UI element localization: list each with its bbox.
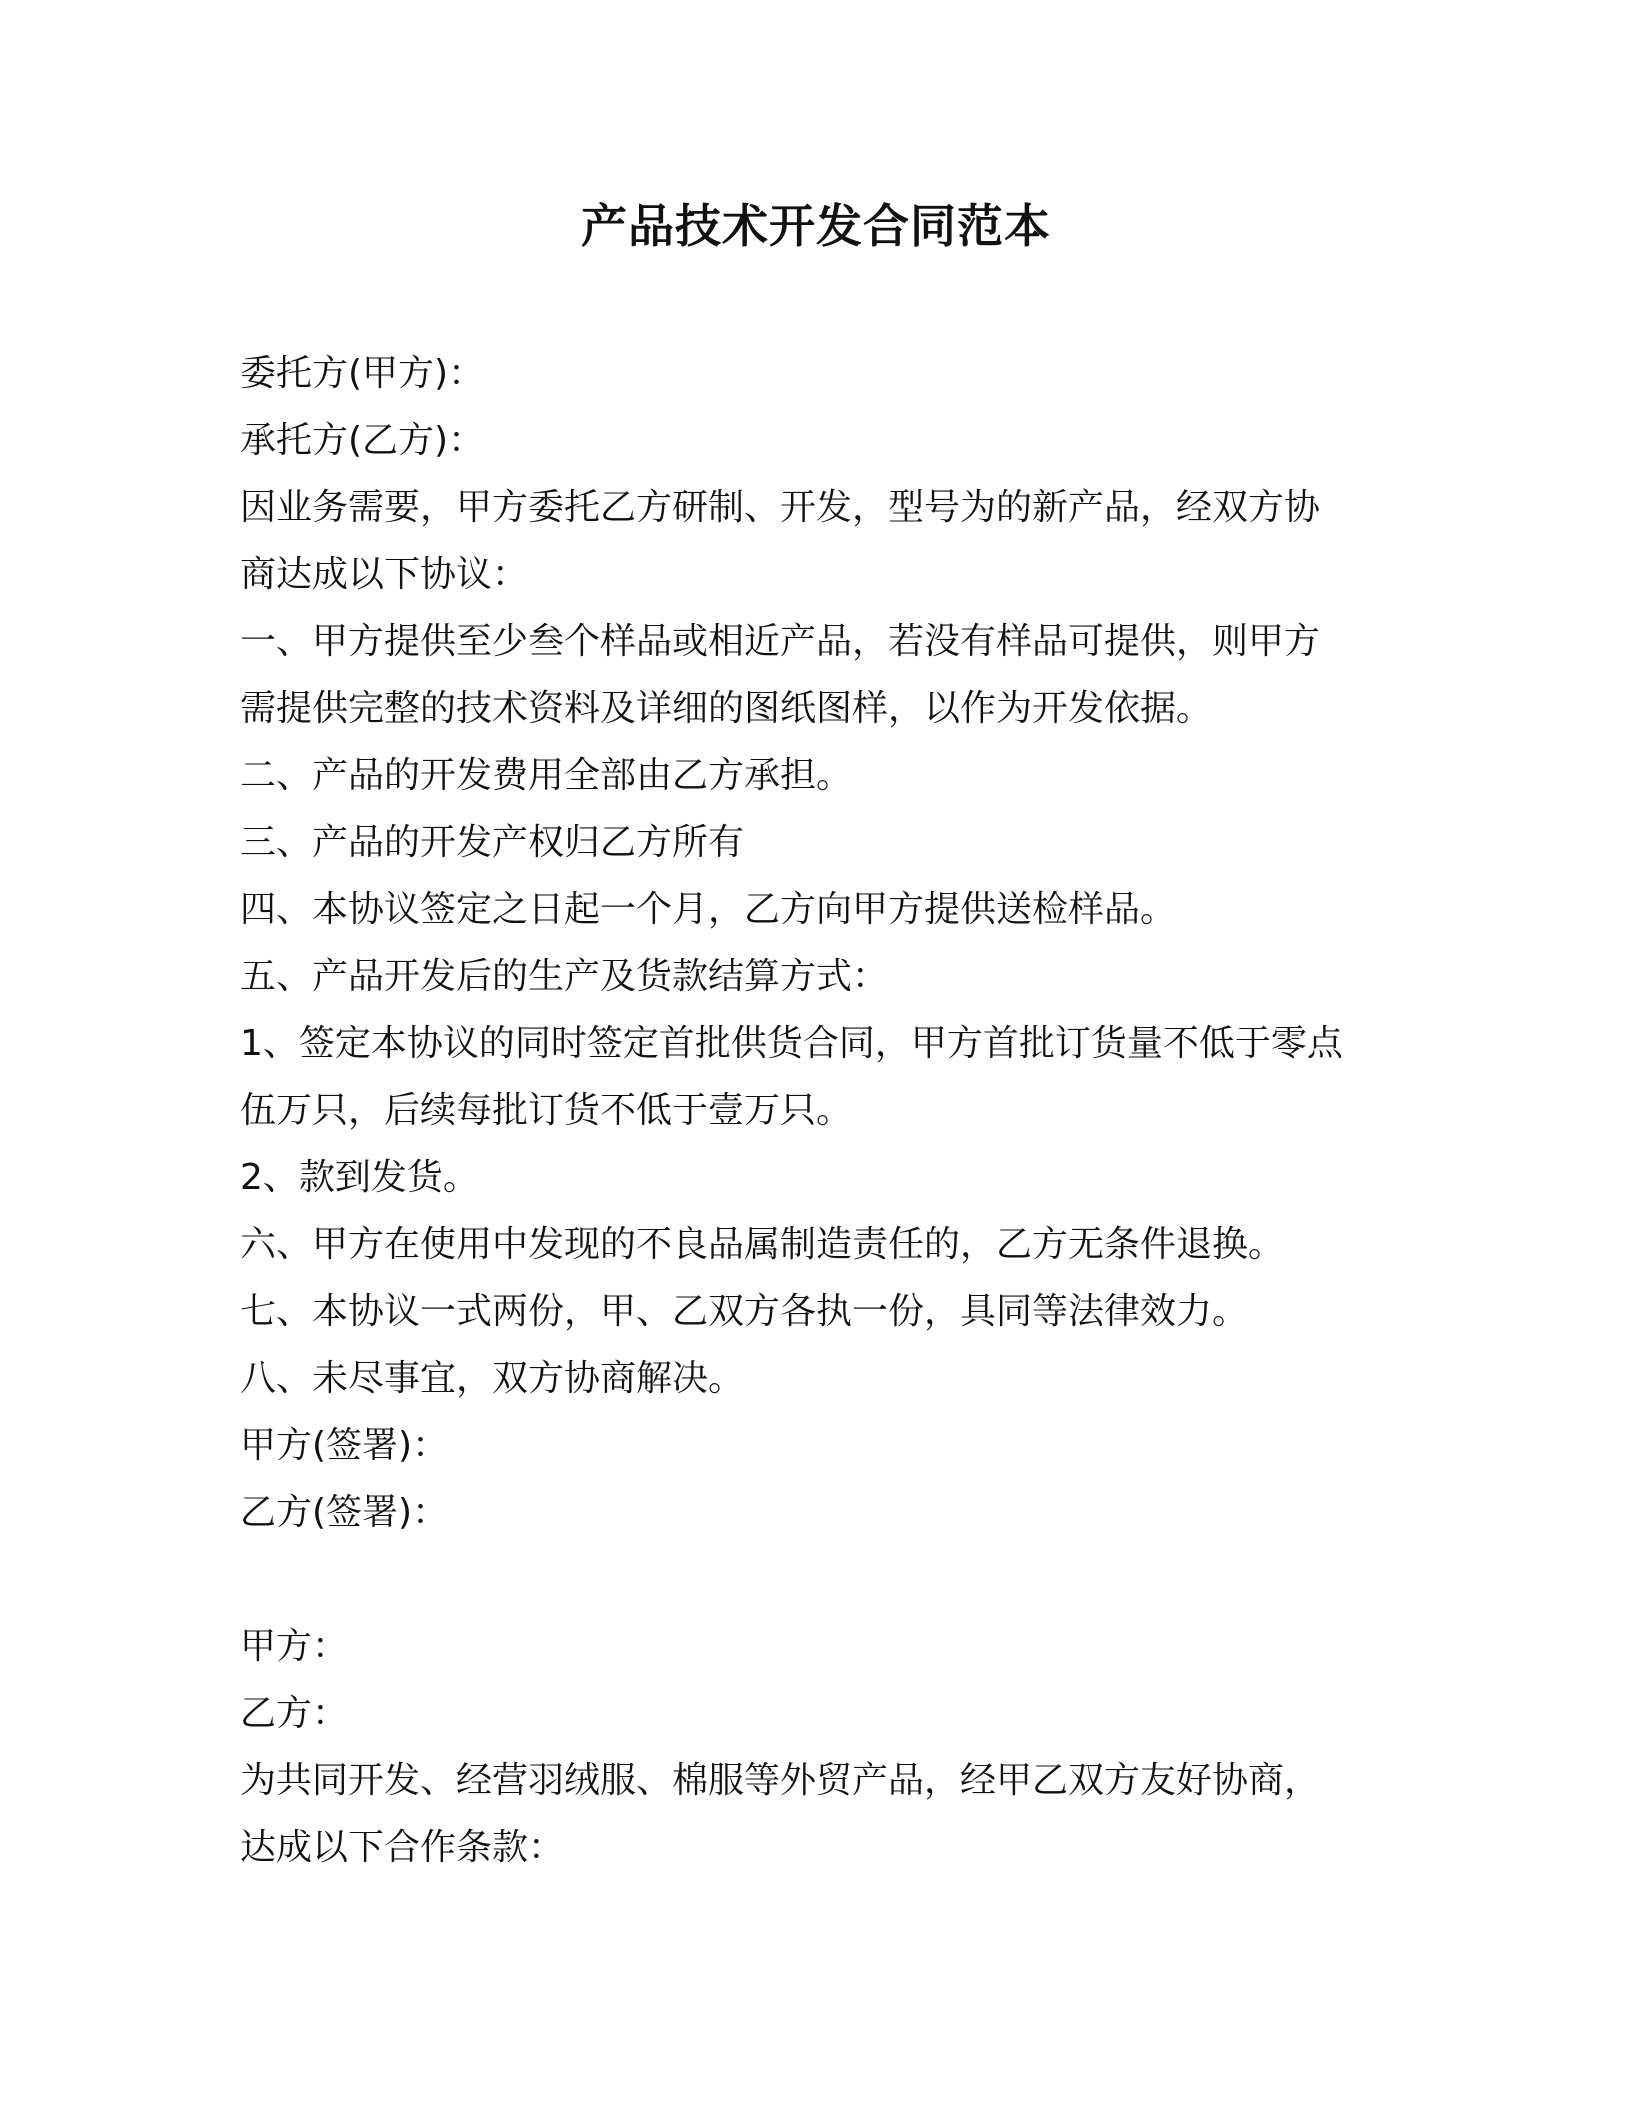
clause-4-line: 四、本协议签定之日起一个月，乙方向甲方提供送检样品。	[240, 889, 1177, 930]
party-a-line: 甲方：	[240, 1626, 349, 1667]
cooperation-preamble-line: 达成以下合作条款：	[240, 1827, 565, 1868]
clause-5-item-2-line: 2、款到发货。	[240, 1157, 479, 1198]
preamble-line: 因业务需要，甲方委托乙方研制、开发，型号为的新产品，经双方协	[240, 487, 1321, 528]
document-body	[240, 340, 1400, 1881]
clause-8-line: 八、未尽事宜，双方协商解决。	[240, 1358, 745, 1399]
clause-1-line: 需提供完整的技术资料及详细的图纸图样，以作为开发依据。	[240, 688, 1213, 729]
party-b-line: 乙方：	[240, 1693, 349, 1734]
clause-5-item-1-line: 伍万只，后续每批订货不低于壹万只。	[240, 1090, 853, 1131]
signature-party-b-line: 乙方(签署)：	[240, 1492, 449, 1533]
clause-3-line: 三、产品的开发产权归乙方所有	[240, 822, 745, 863]
clause-6-line: 六、甲方在使用中发现的不良品属制造责任的，乙方无条件退换。	[240, 1224, 1285, 1265]
clause-2-line: 二、产品的开发费用全部由乙方承担。	[240, 755, 853, 796]
clause-1-line: 一、甲方提供至少叁个样品或相近产品，若没有样品可提供，则甲方	[240, 621, 1321, 662]
clause-5-line: 五、产品开发后的生产及货款结算方式：	[240, 956, 889, 997]
preamble-line: 商达成以下协议：	[240, 554, 529, 595]
contractor-party-line: 承托方(乙方)：	[240, 420, 485, 461]
clause-5-item-1-line: 1、签定本协议的同时签定首批供货合同，甲方首批订货量不低于零点	[240, 1023, 1343, 1064]
cooperation-preamble-line: 为共同开发、经营羽绒服、棉服等外贸产品，经甲乙双方友好协商，	[240, 1760, 1321, 1801]
section-spacer	[240, 1546, 1400, 1613]
client-party-line: 委托方(甲方)：	[240, 353, 485, 394]
signature-party-a-line: 甲方(签署)：	[240, 1425, 449, 1466]
clause-7-line: 七、本协议一式两份，甲、乙双方各执一份，具同等法律效力。	[240, 1291, 1249, 1332]
document-title: 产品技术开发合同范本	[581, 199, 1051, 253]
